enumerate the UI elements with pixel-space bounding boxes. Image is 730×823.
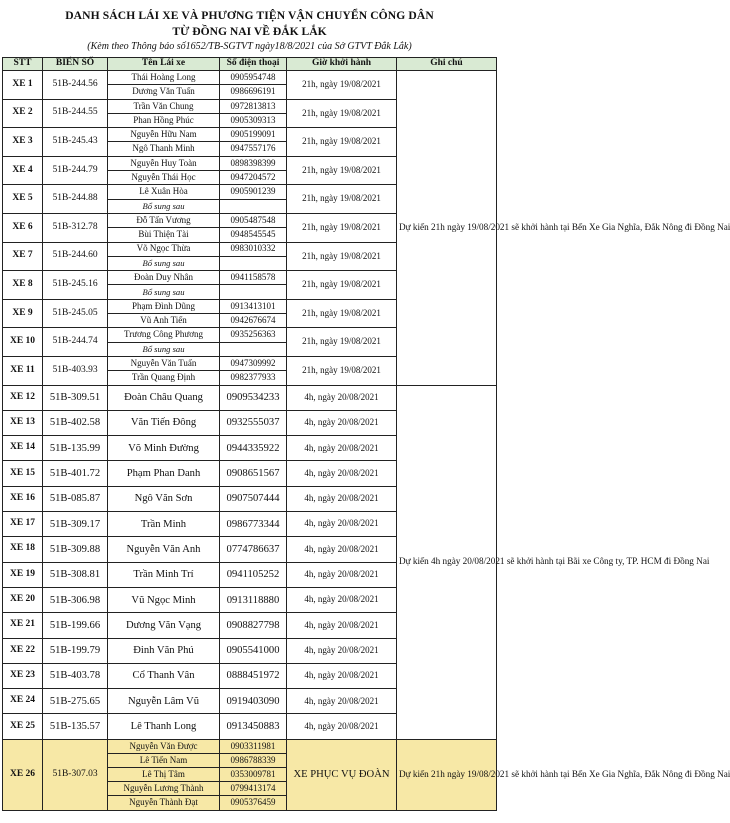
- driver-phone: 0942676674: [220, 314, 287, 328]
- driver-phone: 0888451972: [220, 663, 287, 688]
- vehicle-driver-table: [2, 57, 730, 811]
- row-stt: XE 25: [3, 714, 43, 739]
- driver-name: Nguyễn Văn Tuấn: [108, 356, 220, 370]
- driver-phone: [220, 285, 287, 299]
- row-departure: 4h, ngày 20/08/2021: [287, 613, 397, 638]
- driver-phone: 0919403090: [220, 689, 287, 714]
- row-stt: XE 12: [3, 385, 43, 410]
- col-header-phone: Số điện thoại: [220, 58, 287, 71]
- row-plate: 51B-402.58: [43, 410, 108, 435]
- driver-phone: 0905309313: [220, 113, 287, 127]
- driver-name: Phan Hồng Phúc: [108, 113, 220, 127]
- driver-name: Đoàn Châu Quang: [108, 385, 220, 410]
- row-stt: XE 3: [3, 128, 43, 157]
- driver-name: Ngô Văn Sơn: [108, 486, 220, 511]
- row-departure: 21h, ngày 19/08/2021: [287, 156, 397, 185]
- driver-name: Trần Minh Trí: [108, 562, 220, 587]
- document-title-line2: TỪ ĐỒNG NAI VỀ ĐẮK LẮK: [172, 25, 327, 38]
- driver-name: Vũ Ngọc Minh: [108, 587, 220, 612]
- row-stt: XE 24: [3, 689, 43, 714]
- row-stt: XE 9: [3, 299, 43, 328]
- row-stt: XE 1: [3, 71, 43, 100]
- driver-name: Nguyễn Văn Được: [108, 739, 220, 753]
- driver-phone: 0908827798: [220, 613, 287, 638]
- driver-name: Nguyễn Văn Anh: [108, 537, 220, 562]
- driver-name: Vũ Anh Tiến: [108, 314, 220, 328]
- driver-phone: 0944335922: [220, 436, 287, 461]
- row-plate: 51B-244.88: [43, 185, 108, 214]
- driver-phone: 0986788339: [220, 753, 287, 767]
- driver-name: Nguyễn Lương Thành: [108, 782, 220, 796]
- row-plate: 51B-244.56: [43, 71, 108, 100]
- row-plate: 51B-312.78: [43, 213, 108, 242]
- driver-phone: [220, 256, 287, 270]
- driver-name: Đinh Văn Phú: [108, 638, 220, 663]
- row-departure: 21h, ngày 19/08/2021: [287, 356, 397, 385]
- driver-phone: 0905901239: [220, 185, 287, 199]
- row-departure: 21h, ngày 19/08/2021: [287, 328, 397, 357]
- row-stt: XE 17: [3, 512, 43, 537]
- row-plate: 51B-309.51: [43, 385, 108, 410]
- driver-name: Phạm Đình Dũng: [108, 299, 220, 313]
- row-stt: XE 21: [3, 613, 43, 638]
- row-departure: 21h, ngày 19/08/2021: [287, 99, 397, 128]
- row-departure: 4h, ngày 20/08/2021: [287, 562, 397, 587]
- driver-name: Trần Minh: [108, 512, 220, 537]
- row-plate: 51B-085.87: [43, 486, 108, 511]
- row-departure: 21h, ngày 19/08/2021: [287, 242, 397, 271]
- row-plate: 51B-401.72: [43, 461, 108, 486]
- driver-name: Võ Ngọc Thừa: [108, 242, 220, 256]
- row-plate: 51B-307.03: [43, 739, 108, 810]
- row-departure: 21h, ngày 19/08/2021: [287, 299, 397, 328]
- row-departure: 21h, ngày 19/08/2021: [287, 185, 397, 214]
- driver-name: Bổ sung sau: [108, 285, 220, 299]
- table-row: [3, 71, 497, 85]
- driver-phone: 0986696191: [220, 85, 287, 99]
- row-plate: 51B-306.98: [43, 587, 108, 612]
- driver-phone: 0947557176: [220, 142, 287, 156]
- row-stt: XE 7: [3, 242, 43, 271]
- driver-phone: 0948545545: [220, 228, 287, 242]
- row-note: Dự kiến 4h ngày 20/08/2021 sẽ khởi hành tại Bãi xe Công ty, TP. HCM đi Đồng Nai: [397, 385, 497, 739]
- driver-phone: 0898398399: [220, 156, 287, 170]
- row-stt: XE 11: [3, 356, 43, 385]
- row-stt: XE 18: [3, 537, 43, 562]
- row-departure: 4h, ngày 20/08/2021: [287, 436, 397, 461]
- row-departure: 4h, ngày 20/08/2021: [287, 385, 397, 410]
- row-plate: 51B-135.99: [43, 436, 108, 461]
- row-stt: XE 26: [3, 739, 43, 810]
- row-stt: XE 2: [3, 99, 43, 128]
- driver-phone: [220, 199, 287, 213]
- driver-phone: 0799413174: [220, 782, 287, 796]
- driver-phone: 0986773344: [220, 512, 287, 537]
- row-plate: 51B-199.79: [43, 638, 108, 663]
- driver-phone: 0905954748: [220, 71, 287, 85]
- driver-name: Nguyễn Hữu Nam: [108, 128, 220, 142]
- table-row: [3, 739, 497, 753]
- row-stt: XE 20: [3, 587, 43, 612]
- row-departure: 21h, ngày 19/08/2021: [287, 213, 397, 242]
- driver-name: Đoàn Duy Nhân: [108, 271, 220, 285]
- driver-phone: 0909534233: [220, 385, 287, 410]
- row-departure: 4h, ngày 20/08/2021: [287, 587, 397, 612]
- row-plate: 51B-275.65: [43, 689, 108, 714]
- row-departure: 4h, ngày 20/08/2021: [287, 486, 397, 511]
- driver-name: Phạm Phan Danh: [108, 461, 220, 486]
- driver-phone: 0907507444: [220, 486, 287, 511]
- row-plate: 51B-244.74: [43, 328, 108, 357]
- row-departure: 4h, ngày 20/08/2021: [287, 461, 397, 486]
- row-departure: XE PHỤC VỤ ĐOÀN: [287, 739, 397, 810]
- row-stt: XE 10: [3, 328, 43, 357]
- driver-name: Thái Hoàng Long: [108, 71, 220, 85]
- col-header-departure: Giờ khởi hành: [287, 58, 397, 71]
- row-departure: 4h, ngày 20/08/2021: [287, 663, 397, 688]
- driver-name: Bổ sung sau: [108, 256, 220, 270]
- row-departure: 21h, ngày 19/08/2021: [287, 271, 397, 300]
- table-row: [3, 385, 497, 410]
- row-stt: XE 22: [3, 638, 43, 663]
- row-departure: 21h, ngày 19/08/2021: [287, 128, 397, 157]
- driver-name: Ngô Thanh Minh: [108, 142, 220, 156]
- row-departure: 4h, ngày 20/08/2021: [287, 537, 397, 562]
- row-stt: XE 14: [3, 436, 43, 461]
- driver-name: Bổ sung sau: [108, 342, 220, 356]
- row-stt: XE 23: [3, 663, 43, 688]
- col-header-plate: BIỂN SỐ: [43, 58, 108, 71]
- driver-phone: 0941105252: [220, 562, 287, 587]
- driver-name: Nguyễn Thái Học: [108, 171, 220, 185]
- row-departure: 4h, ngày 20/08/2021: [287, 689, 397, 714]
- driver-name: Dương Văn Vạng: [108, 613, 220, 638]
- row-plate: 51B-309.17: [43, 512, 108, 537]
- driver-name: Dương Văn Tuấn: [108, 85, 220, 99]
- driver-name: Lê Thị Tâm: [108, 768, 220, 782]
- driver-phone: 0983010332: [220, 242, 287, 256]
- driver-name: Cổ Thanh Vân: [108, 663, 220, 688]
- row-stt: XE 4: [3, 156, 43, 185]
- row-plate: 51B-244.55: [43, 99, 108, 128]
- row-plate: 51B-199.66: [43, 613, 108, 638]
- table-header-row: [3, 58, 497, 71]
- row-plate: 51B-135.57: [43, 714, 108, 739]
- driver-phone: 0905376459: [220, 796, 287, 810]
- row-plate: 51B-309.88: [43, 537, 108, 562]
- col-header-stt: STT: [3, 58, 43, 71]
- row-plate: 51B-308.81: [43, 562, 108, 587]
- row-departure: 4h, ngày 20/08/2021: [287, 512, 397, 537]
- driver-phone: 0913450883: [220, 714, 287, 739]
- driver-phone: 0941158578: [220, 271, 287, 285]
- row-stt: XE 5: [3, 185, 43, 214]
- driver-phone: 0905487548: [220, 213, 287, 227]
- col-header-driver: Tên Lái xe: [108, 58, 220, 71]
- driver-name: Trương Công Phương: [108, 328, 220, 342]
- driver-name: Nguyễn Thành Đạt: [108, 796, 220, 810]
- driver-name: Trần Văn Chung: [108, 99, 220, 113]
- driver-phone: 0903311981: [220, 739, 287, 753]
- driver-name: Lê Xuân Hòa: [108, 185, 220, 199]
- row-departure: 4h, ngày 20/08/2021: [287, 410, 397, 435]
- driver-phone: 0947204572: [220, 171, 287, 185]
- driver-name: Trần Quang Định: [108, 371, 220, 385]
- driver-phone: 0982377933: [220, 371, 287, 385]
- document-subtitle: (Kèm theo Thông báo số1652/TB-SGTVT ngày18/8/2021 của Sở GTVT Đắk Lắk): [87, 41, 412, 52]
- driver-phone: 0947309992: [220, 356, 287, 370]
- table-body: [3, 71, 730, 811]
- row-stt: XE 6: [3, 213, 43, 242]
- row-stt: XE 19: [3, 562, 43, 587]
- driver-name: Lê Thanh Long: [108, 714, 220, 739]
- driver-phone: [220, 342, 287, 356]
- driver-name: Bùi Thiện Tài: [108, 228, 220, 242]
- row-stt: XE 15: [3, 461, 43, 486]
- driver-phone: 0932555037: [220, 410, 287, 435]
- row-plate: 51B-244.60: [43, 242, 108, 271]
- driver-phone: 0353009781: [220, 768, 287, 782]
- driver-phone: 0905199091: [220, 128, 287, 142]
- driver-phone: 0972813813: [220, 99, 287, 113]
- row-plate: 51B-245.05: [43, 299, 108, 328]
- driver-phone: 0913118880: [220, 587, 287, 612]
- row-departure: 21h, ngày 19/08/2021: [287, 71, 397, 100]
- driver-name: Nguyễn Lâm Vũ: [108, 689, 220, 714]
- row-departure: 4h, ngày 20/08/2021: [287, 638, 397, 663]
- row-plate: 51B-403.78: [43, 663, 108, 688]
- row-note: Dự kiến 21h ngày 19/08/2021 sẽ khởi hành tại Bến Xe Gia Nghĩa, Đắk Nông đi Đồng Nai: [397, 739, 497, 810]
- document-title: DANH SÁCH LÁI XE VÀ PHƯƠNG TIỆN VẬN CHUYỂN CÔNG DÂN: [65, 9, 434, 22]
- col-header-note: Ghi chú: [397, 58, 497, 71]
- row-note: Dự kiến 21h ngày 19/08/2021 sẽ khởi hành tại Bến Xe Gia Nghĩa, Đắk Nông đi Đồng Nai: [397, 71, 497, 386]
- row-stt: XE 13: [3, 410, 43, 435]
- row-stt: XE 16: [3, 486, 43, 511]
- row-plate: 51B-245.43: [43, 128, 108, 157]
- driver-phone: 0913413101: [220, 299, 287, 313]
- driver-name: Bổ sung sau: [108, 199, 220, 213]
- driver-phone: 0908651567: [220, 461, 287, 486]
- driver-name: Nguyễn Huy Toàn: [108, 156, 220, 170]
- row-departure: 4h, ngày 20/08/2021: [287, 714, 397, 739]
- row-stt: XE 8: [3, 271, 43, 300]
- driver-name: Lê Tiến Nam: [108, 753, 220, 767]
- row-plate: 51B-403.93: [43, 356, 108, 385]
- row-plate: 51B-245.16: [43, 271, 108, 300]
- driver-name: Văn Tiến Đông: [108, 410, 220, 435]
- driver-phone: 0905541000: [220, 638, 287, 663]
- driver-name: Võ Minh Đường: [108, 436, 220, 461]
- driver-phone: 0935256363: [220, 328, 287, 342]
- row-plate: 51B-244.79: [43, 156, 108, 185]
- driver-name: Đỗ Tấn Vương: [108, 213, 220, 227]
- driver-phone: 0774786637: [220, 537, 287, 562]
